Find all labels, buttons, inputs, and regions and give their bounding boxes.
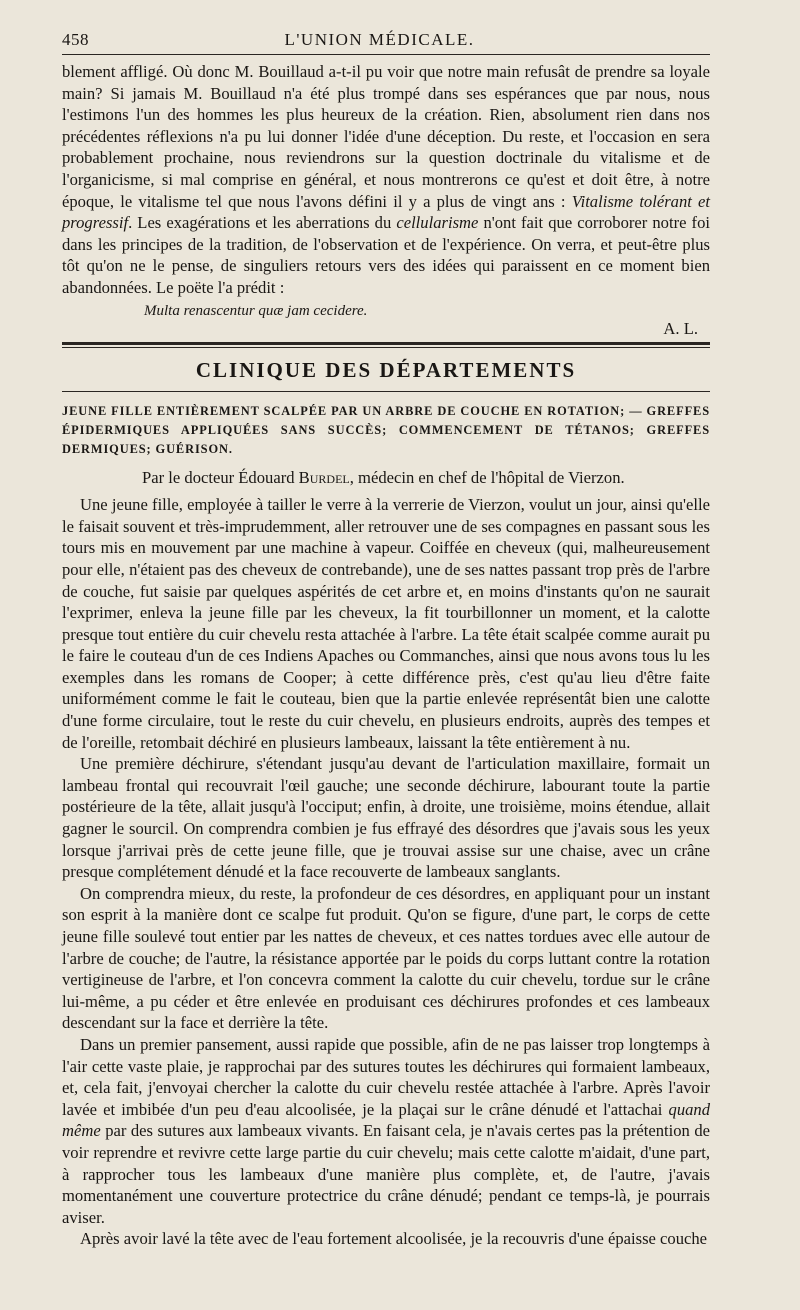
body-paragraph-1: Une jeune fille, employée à tailler le verre à la verrerie de Vierzon, voulut un jour, ainsi qu'elle le faisait souvent et très-imprudemment, aller retrouver une de ses compagnes en passant sous les tours mis en mouvement par une machine à vapeur. Coiffée en cheveux (qui, malheureusement pour elle, n'étaient pas des cheveux de contrebande), une de ses nattes passant trop près de l'arbre de couche, fut saisie par quelques aspérités de cet arbre et, en moins d'instants qu'on ne saurait l'exprimer, enleva la jeune fille par les cheveux, la fit tourbillonner un moment, et la calotte presque tout entière du cuir chevelu resta attachée à l'arbre. La tête était scalpée comme aurait pu le faire le couteau d'un de ces Indiens Apaches ou Commanches, ainsi que nous avons tous lu les exemples dans les romans de Cooper; à cette différence près, c'est qu'au lieu d'être faite uniformément comme le fait le couteau, bien que la partie enlevée représentât bien une calotte d'une forme circulaire, tout le reste du cuir chevelu, en plusieurs endroits, auprès des tempes et de l'oreille, retombait déchiré en plusieurs lambeaux, laissant la tête entièrement à nu. [62,495,710,752]
intro-text-cont1: . Les exagérations et les aberrations du [128,213,397,233]
intro-text-cont2: n'ont fait que corroborer notre foi dans les principes de la tradition, de l'observation et de l'expérience. On verra, et peut-être plus tôt qu'on ne le pense, de singuliers retours vers des idées qui paraissent en ce moment bien abandonnées. Le poëte l'a prédit : [62,213,710,297]
intro-emphasis: Vitalisme tolérant et progressif [62,191,711,233]
intro-emphasis-2: cellularisme [396,213,479,233]
body-paragraph-5: Après avoir lavé la tête avec de l'eau fortement alcoolisée, je la recouvris d'une épaisse couche [80,1229,708,1249]
author-prefix: Par le docteur Édouard [142,467,299,487]
running-header [62,30,710,55]
latin-quote: Multa renascentur quæ jam cecidere. [144,302,368,319]
body-paragraph-4 [62,1034,710,1228]
page-number: 458 [62,30,89,49]
p4-text-a: Dans un premier pansement, aussi rapide que possible, afin de ne pas laisser trop longtemps à l'air cette vaste plaie, je rapprochai par des sutures toutes les déchirures qui formaient lambeaux, et, cela fait, j'envoyai chercher la calotte du cuir chevelu restée attachée à l'arbre. Après l'avoir lavée et imbibée d'un peu d'eau alcoolisée, je la plaçai sur le crâne dénudé et l'attachai [62,1034,710,1119]
body-paragraph-3: On comprendra mieux, du reste, la profondeur de ces désordres, en appliquant pour un instant son esprit à la manière dont ce scalpe fut produit. Qu'on se figure, d'une part, le corps de cette jeune fille soulevé tout entier par les nattes de cheveux, et ces nattes tordues avec elle autour de l'arbre de couche; de l'autre, la résistance apportée par le poids du corps luttant contre la rotation vertigineuse de l'arbre, et l'on concevra comment la calotte du cuir chevelu, tordue sur le crâne lui-même, a pu céder et être enlevée en produisant ces déchirures profondes et ces lambeaux descendant sur la face et derrière la tête. [62,883,710,1033]
article-subtitle: JEUNE FILLE ENTIÈREMENT SCALPÉE PAR UN ARBRE DE COUCHE EN ROTATION; — GREFFES ÉPIDERMIQUES APPLIQUÉES SANS SUCCÈS; COMMENCEMENT DE TÉTANOS; GREFFES DERMIQUES; GUÉRISON. [62,403,710,456]
author-line [62,467,710,489]
section-title: CLINIQUE DES DÉPARTEMENTS [195,357,577,382]
body-paragraph-2: Une première déchirure, s'étendant jusqu'au devant de l'articulation maxillaire, formait un lambeau frontal qui recouvrait l'œil gauche; une seconde déchirure, labourant toute la partie postérieure de la tête, allait jusqu'à l'occiput; enfin, à droite, une troisième, moins étendue, allait gagner le sourcil. On comprendra combien je fus effrayé des désordres que j'avais sous les yeux lorsque j'arrivai près de cette jeune fille, que je trouvai assise sur une chaise, avec un crâne presque complétement dénudé et la face recouverte de lambeaux sanglants. [62,754,710,882]
intro-paragraph [62,61,710,299]
author-suffix: , médecin en chef de l'hôpital de Vierzon. [349,467,625,487]
p4-emphasis: quand même [62,1099,710,1141]
section-title-rule [62,391,710,392]
p4-text-b: par des sutures aux lambeaux vivants. En faisant cela, je n'avais certes pas la prétention de voir reprendre et revivre cette large partie du cuir chevelu; mais cette calotte m'aidait, d'une part, à rapprocher tous les lambeaux d'une manière plus complète, et, de l'autre, j'avais momentanément une couverture protectrice du crâne dénudé; pendant ce temps-là, je pourrais aviser. [62,1121,710,1227]
journal-title: L'UNION MÉDICALE. [284,30,475,49]
author-name: Burdel [298,467,350,487]
intro-text: blement affligé. Où donc M. Bouillaud a-t-il pu voir que notre main refusât de prendre sa loyale main? Si jamais M. Bouillaud n'a été plus trompé dans ses espérances que par nous, nous l'estimons l'un des hommes les plus heureux de la création. Rien, absolument rien dans nos précédentes réflexions n'a pu lui donner l'idée d'une déception. Du reste, et l'occasion en sera probablement prochaine, nous reviendrons sur la question doctrinale du vitalisme et de l'organicisme, si mal comprise en général, et nous montrerons ce qu'est et doit être, à notre époque, le vitalisme tel que nous l'avons défini il y a plus de vingt ans : [62,62,710,211]
signature: A. L. [663,318,698,338]
section-divider [62,342,710,348]
